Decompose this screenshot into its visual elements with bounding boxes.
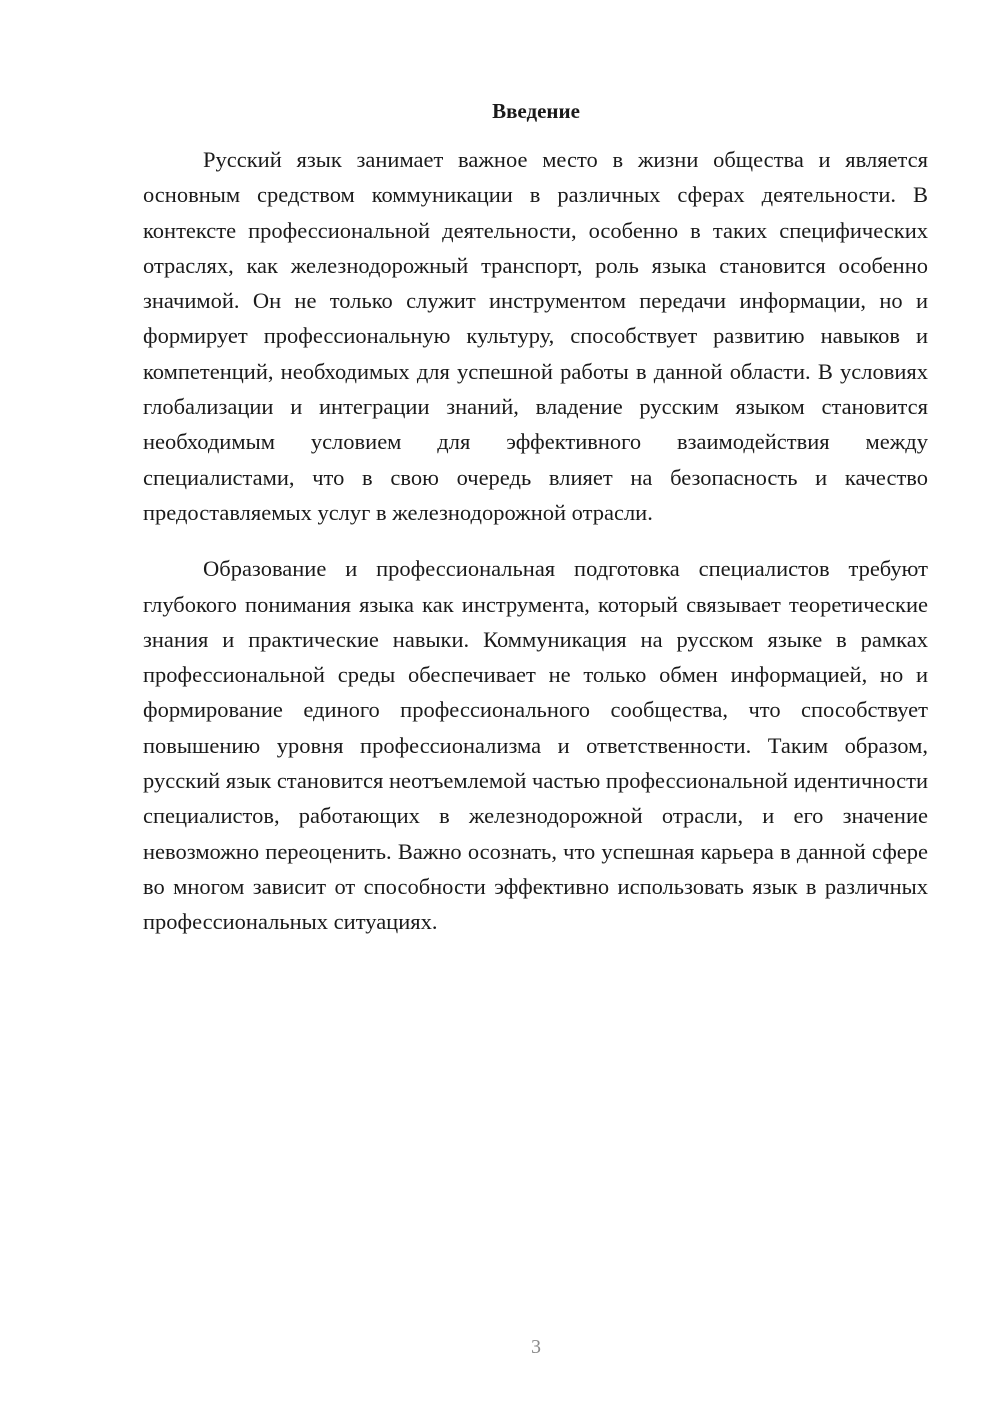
- body-text: [143, 142, 928, 940]
- section-title: Введение: [492, 99, 580, 123]
- paragraph-2: Образование и профессиональная подготовка специалистов требуют глубокого понимания языка как инструмента, который связывает теоретические знания и практические навыки. Коммуникация на русском языке в рамках профессиональной среды обеспечивает не только обмен информацией, но и формирование единого профессионального сообщества, что способствует повышению уровня профессионализма и ответственности. Таким образом, русский язык становится неотъемлемой частью профессиональной идентичности специалистов, работающих в железнодорожной отрасли, и его значение невозможно переоценить. Важно осознать, что успешная карьера в данной сфере во многом зависит от способности эффективно использовать язык в различных профессиональных ситуациях.: [143, 556, 928, 935]
- page-number: 3: [531, 1336, 541, 1358]
- paragraph-1: Русский язык занимает важное место в жизни общества и является основным средством коммуникации в различных сферах деятельности. В контексте профессиональной деятельности, особенно в таких специфических отраслях, как железнодорожный транспорт, роль языка становится особенно значимой. Он не только служит инструментом передачи информации, но и формирует профессиональную культуру, способствует развитию навыков и компетенций, необходимых для успешной работы в данной области. В условиях глобализации и интеграции знаний, владение русским языком становится необходимым условием для эффективного взаимодействия между специалистами, что в свою очередь влияет на безопасность и качество предоставляемых услуг в железнодорожной отрасли.: [143, 147, 928, 525]
